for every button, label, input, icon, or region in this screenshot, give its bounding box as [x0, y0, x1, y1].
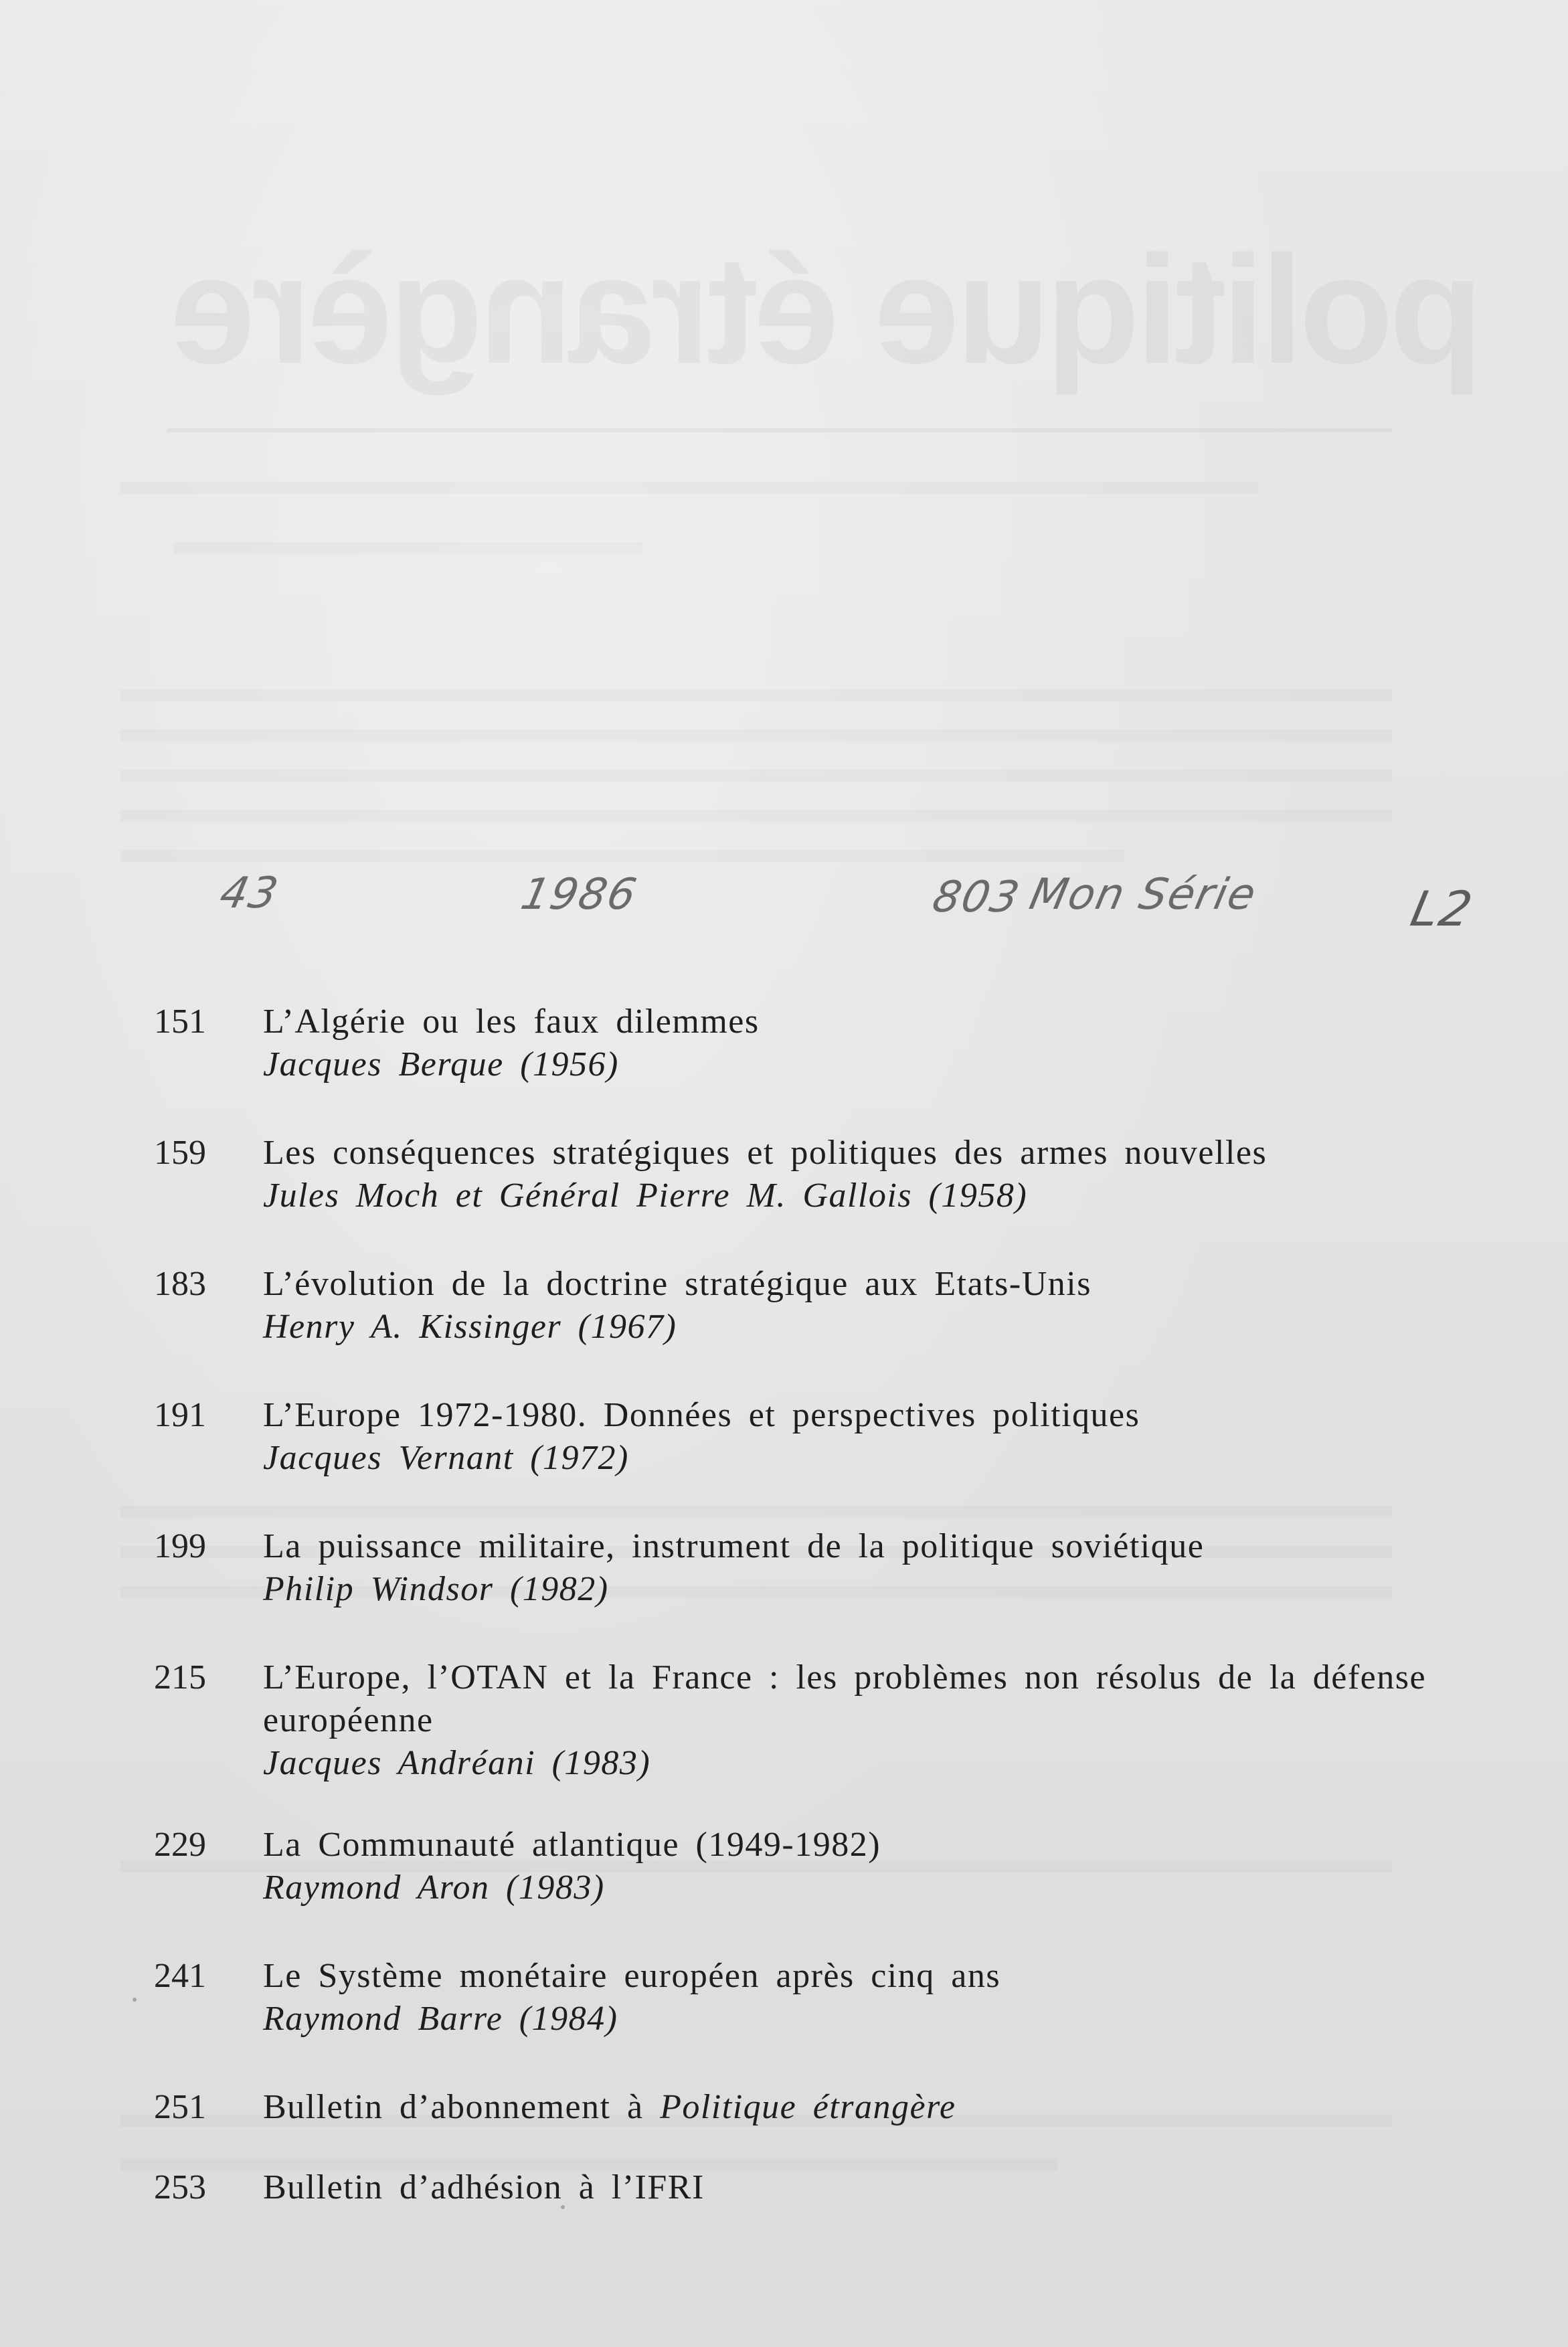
page-number: 159 [154, 1134, 206, 1172]
bleed-through-line [120, 729, 1392, 742]
page-number: 215 [154, 1658, 206, 1697]
entry-body [263, 1656, 1434, 1785]
article-title: L’Europe 1972-1980. Données et perspectives politiques [263, 1396, 1140, 1434]
article-author: Jacques Berque (1956) [263, 1045, 619, 1083]
article-author: Henry A. Kissinger (1967) [263, 1308, 677, 1346]
toc-entry [0, 1132, 1568, 1263]
bleed-through-line [174, 542, 642, 554]
entry-body [263, 2166, 1434, 2209]
article-title: L’Europe, l’OTAN et la France : les problèmes non résolus de la défense européenne [263, 1658, 1427, 1739]
toc-entry [0, 1394, 1568, 1525]
handwritten-note: 43 [215, 869, 284, 918]
article-title [263, 2086, 1434, 2129]
entry-body [263, 1394, 1434, 1480]
toc-entry [0, 1001, 1568, 1132]
page-number: 253 [154, 2168, 206, 2206]
page-number: 229 [154, 1826, 206, 1864]
entry-body [263, 2086, 1434, 2129]
article-author: Jules Moch et Général Pierre M. Gallois (1958) [263, 1177, 1028, 1215]
handwritten-note: 803 [928, 873, 1025, 922]
table-of-contents [0, 1001, 1568, 2247]
article-author: Raymond Barre (1984) [263, 2000, 618, 2038]
toc-entry [0, 2086, 1568, 2166]
article-title: L’Algérie ou les faux dilemmes [263, 1003, 760, 1041]
handwritten-note: L2 [1406, 881, 1478, 937]
entry-body [263, 1263, 1434, 1349]
entry-body [263, 1001, 1434, 1086]
paper-speck [133, 1998, 137, 2002]
page-number: 251 [154, 2088, 206, 2126]
toc-entry [0, 1656, 1568, 1824]
journal-name: Politique étrangère [660, 2088, 956, 2126]
article-title: La puissance militaire, instrument de la politique soviétique [263, 1527, 1205, 1565]
article-author: Jacques Andréani (1983) [263, 1744, 651, 1782]
toc-entry [0, 1955, 1568, 2086]
article-author: Philip Windsor (1982) [263, 1570, 609, 1608]
handwritten-annotation [0, 863, 1568, 937]
toc-entry [0, 1525, 1568, 1656]
page-number: 199 [154, 1527, 206, 1565]
page-number: 151 [154, 1003, 206, 1041]
entry-body [263, 1824, 1434, 1909]
bleed-through-line [120, 810, 1392, 822]
title-prefix: Bulletin d’abonnement à [263, 2088, 644, 2126]
bleed-through-line [120, 689, 1392, 701]
article-author: Raymond Aron (1983) [263, 1868, 605, 1907]
toc-entry [0, 1824, 1568, 1955]
bleed-through-line [120, 850, 1124, 862]
handwritten-note: Mon Série [1025, 870, 1261, 920]
article-title: Le Système monétaire européen après cinq ans [263, 1957, 1001, 1995]
page-number: 191 [154, 1396, 206, 1434]
entry-body [263, 1525, 1434, 1611]
page-number: 241 [154, 1957, 206, 1995]
bleed-through-line [120, 770, 1392, 782]
article-title: Bulletin d’adhésion à l’IFRI [263, 2168, 705, 2206]
paper-speck [561, 2205, 565, 2209]
handwritten-note: 1986 [517, 870, 642, 920]
entry-body [263, 1132, 1434, 1217]
bleed-through-line [120, 482, 1258, 494]
article-author: Jacques Vernant (1972) [263, 1439, 629, 1477]
article-title: La Communauté atlantique (1949-1982) [263, 1826, 881, 1864]
article-title: L’évolution de la doctrine stratégique aux Etats-Unis [263, 1265, 1092, 1303]
bleed-through-rule [167, 428, 1392, 432]
bleed-through-decoration [174, 221, 1483, 398]
toc-entry [0, 1263, 1568, 1394]
article-title: Les conséquences stratégiques et politiques des armes nouvelles [263, 1134, 1268, 1172]
toc-entry [0, 2166, 1568, 2247]
page-number: 183 [154, 1265, 206, 1303]
entry-body [263, 1955, 1434, 2040]
